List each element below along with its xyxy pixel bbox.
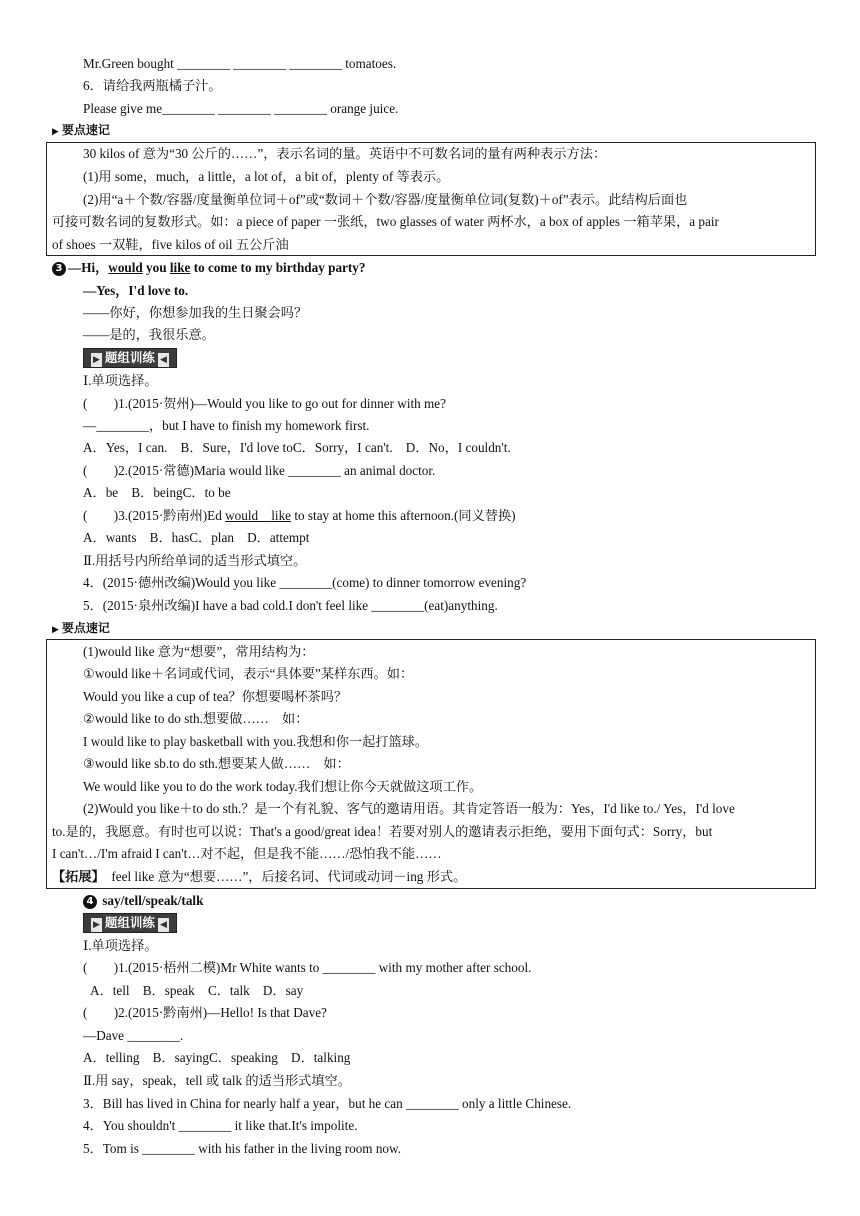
box-line: (1)用 some，much，a little，a lot of，a bit of，plenty of 等表示。 [83, 169, 450, 184]
options: A．telling B．sayingC．speaking D．talking [83, 1050, 351, 1065]
key-points-label: ▶ 要点速记 [52, 621, 110, 635]
exercise-heading: Ⅱ.用括号内所给单词的适当形式填空。 [83, 553, 307, 568]
box-line: We would like you to do the work today.我们想让你今天就做这项工作。 [83, 779, 483, 794]
question: ( )2.(2015·黔南州)—Hello! Is that Dave? [83, 1005, 327, 1020]
question: 4．You shouldn't ________ it like that.It's impolite. [83, 1118, 358, 1133]
exercise-group-banner: ▶ 题组训练 ◀ [83, 913, 177, 933]
box-line: I can't…/I'm afraid I can't…对不起，但是我不能……/恐怕我不能…… [52, 846, 442, 861]
box-line: Would you like a cup of tea？你想要喝杯茶吗？ [83, 689, 348, 704]
box-line: (1)would like 意为“想要”，常用结构为： [83, 644, 315, 659]
section-answer: —Yes，I'd love to. [83, 283, 189, 298]
exercise-heading: Ⅰ.单项选择。 [83, 938, 158, 953]
question: 4．(2015·德州改编)Would you like ________(come) to dinner tomorrow evening? [83, 575, 527, 590]
box-line: I would like to play basketball with you.我想和你一起打篮球。 [83, 734, 429, 749]
key-points-label: ▶ 要点速记 [52, 123, 110, 137]
translation-line: ——你好，你想参加我的生日聚会吗？ [83, 305, 308, 320]
extension-line: 【拓展】 feel like 意为“想要……”，后接名词、代词或动词－ing 形式。 [52, 869, 467, 884]
question: ( )1.(2015·贺州)—Would you like to go out for dinner with me? [83, 396, 446, 411]
triangle-right-icon: ▶ [93, 920, 100, 930]
question: ( )3.(2015·黔南州)Ed would like to stay at home this afternoon.(同义替换) [83, 508, 516, 523]
extension-label: 【拓展】 [52, 869, 99, 884]
box-line: to.是的，我愿意。有时也可以说：That's a good/great idea！若要对别人的邀请表示拒绝，要用下面句式：Sorry，but [52, 824, 713, 839]
question: ( )2.(2015·常德)Maria would like ________ an animal doctor. [83, 463, 436, 478]
question: —________，but I have to finish my homework first. [83, 418, 370, 433]
question: ( )1.(2015·梧州二模)Mr White wants to ________ with my mother after school. [83, 960, 532, 975]
options: A．wants B．hasC．plan D．attempt [83, 530, 310, 545]
question: 5．Tom is ________ with his father in the living room now. [83, 1141, 401, 1156]
box-line: ②would like to do sth.想要做…… 如： [83, 711, 309, 726]
triangle-icon: ▶ [52, 625, 59, 635]
question: —Dave ________. [83, 1028, 184, 1043]
triangle-icon: ▶ [52, 127, 59, 137]
box-line: 30 kilos of 意为“30 公斤的……”，表示名词的量。英语中不可数名词的量有两种表示方法： [83, 146, 607, 161]
options: A．tell B．speak C．talk D．say [90, 983, 304, 998]
exercise-heading: Ⅰ.单项选择。 [83, 373, 158, 388]
section-heading: 3 —Hi，would you like to come to my birthday party? [52, 259, 365, 277]
box-line: 可接可数名词的复数形式。如：a piece of paper 一张纸，two glasses of water 两杯水，a box of apples 一箱苹果，a pair [52, 214, 719, 229]
question: 3．Bill has lived in China for nearly half a year，but he can ________ only a little Chinese. [83, 1096, 572, 1111]
section-number: 4 [83, 895, 97, 909]
text-line: Please give me________ ________ ________ orange juice. [83, 101, 399, 116]
triangle-right-icon: ▶ [93, 355, 100, 365]
text-line: Mr.Green bought ________ ________ ________ tomatoes. [83, 56, 397, 71]
box-line: ①would like＋名词或代词，表示“具体要”某样东西。如： [83, 666, 414, 681]
translation-line: ——是的，我很乐意。 [83, 327, 215, 342]
options: A．Yes，I can. B．Sure，I'd love toC．Sorry，I can't. D．No，I couldn't. [83, 440, 511, 455]
triangle-left-icon: ◀ [159, 355, 167, 365]
section-heading: 4 say/tell/speak/talk [83, 892, 203, 910]
section-number: 3 [52, 262, 66, 276]
box-line: (2)用“a＋个数/容器/度量衡单位词＋of”或“数词＋个数/容器/度量衡单位词(复数)＋of”表示。此结构后面也 [83, 192, 688, 207]
exercise-group-banner: ▶ 题组训练 ◀ [83, 348, 177, 368]
question: 5．(2015·泉州改编)I have a bad cold.I don't feel like ________(eat)anything. [83, 598, 498, 613]
triangle-left-icon: ◀ [159, 920, 167, 930]
exercise-heading: Ⅱ.用 say，speak，tell 或 talk 的适当形式填空。 [83, 1073, 351, 1088]
box-line: (2)Would you like＋to do sth.？是一个有礼貌、客气的邀请用语。其肯定答语一般为：Yes，I'd like to./ Yes，I'd love [83, 801, 735, 816]
box-line: of shoes 一双鞋，five kilos of oil 五公斤油 [52, 237, 289, 252]
box-line: ③would like sb.to do sth.想要某人做…… 如： [83, 756, 350, 771]
options: A．be B．beingC．to be [83, 485, 231, 500]
text-line: 6．请给我两瓶橘子汁。 [83, 78, 222, 93]
